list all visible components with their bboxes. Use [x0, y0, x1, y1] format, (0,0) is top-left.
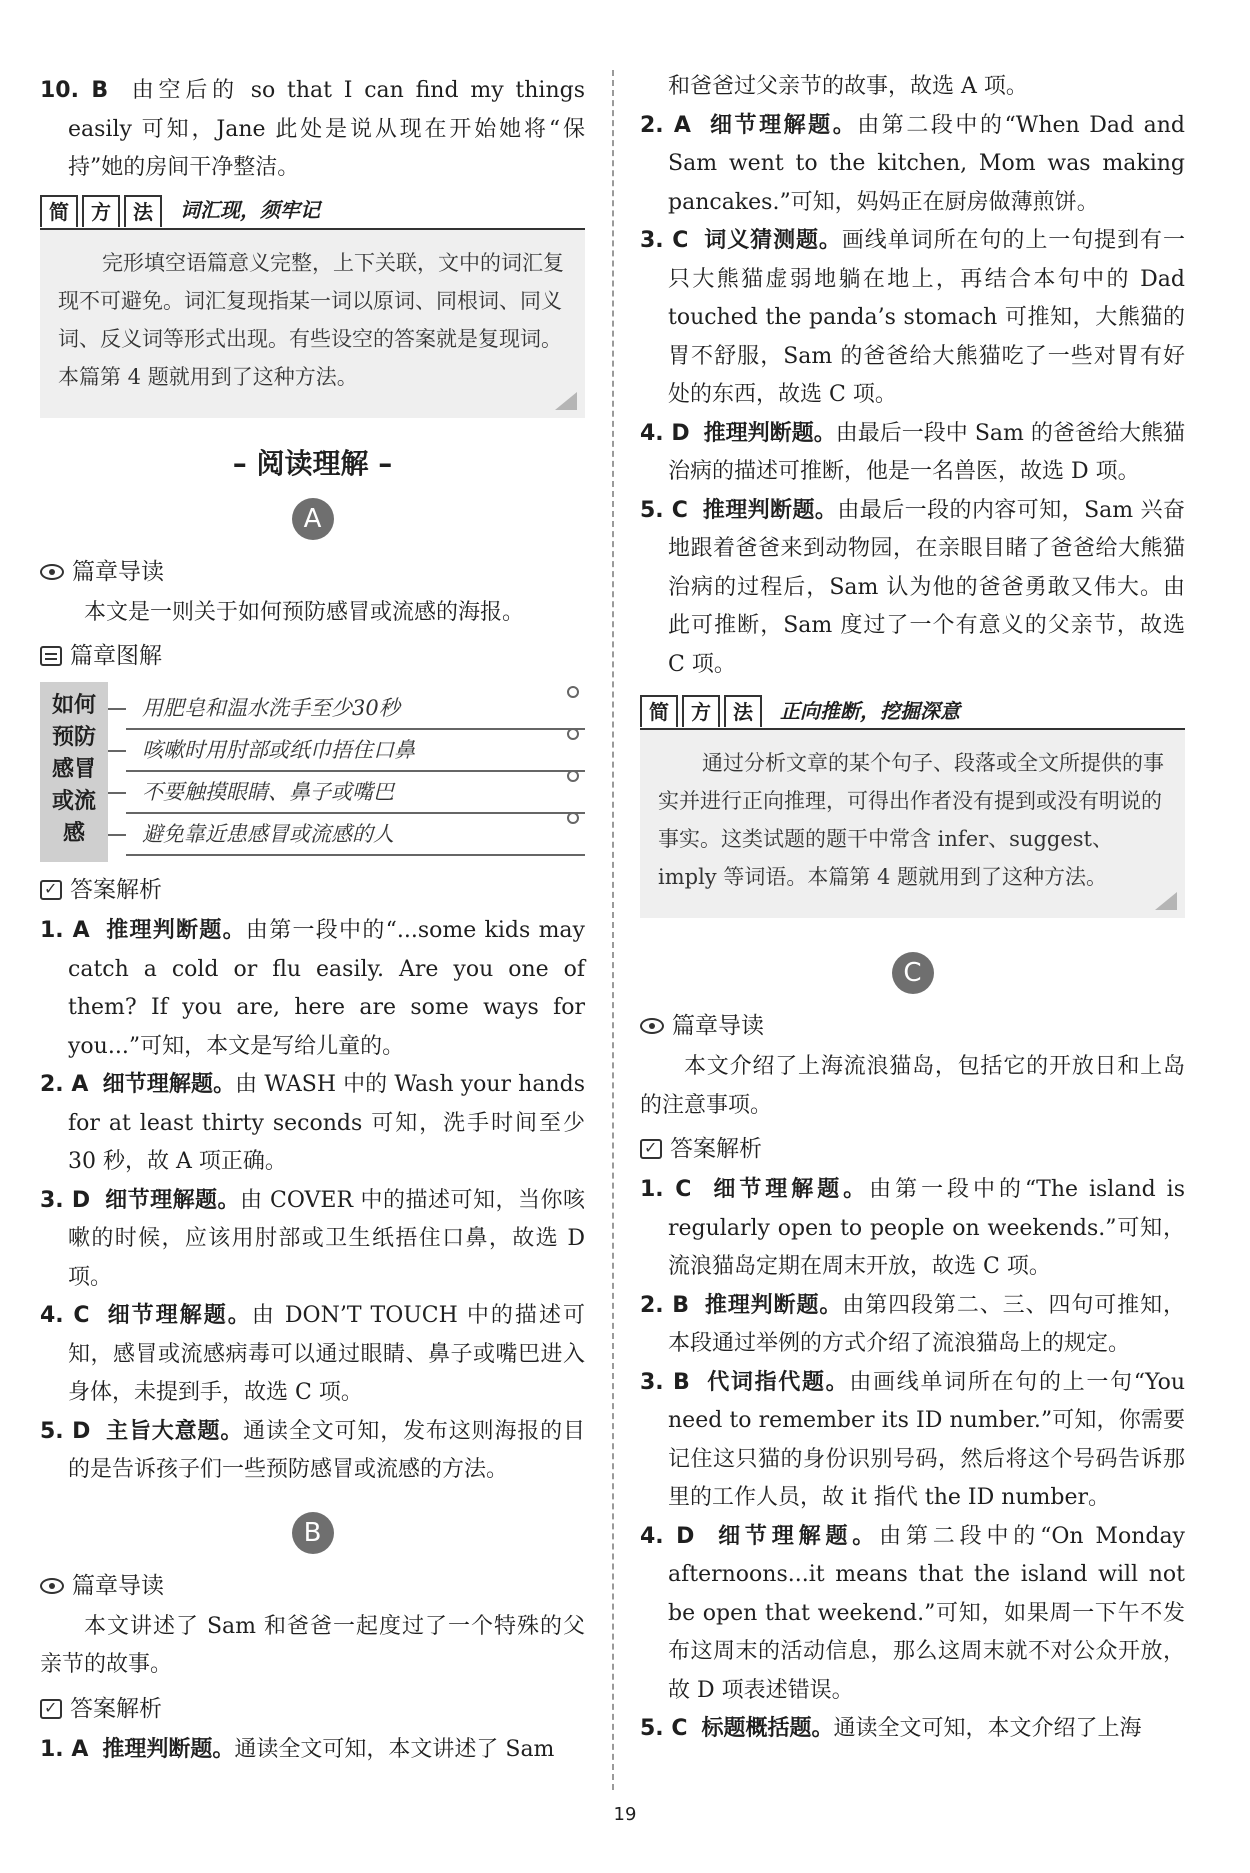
answer-item — [40, 912, 585, 1066]
answer-text: 由第二段中的“When Dad and Sam went to the kitchen, Mom was making pancakes.”可知，妈妈正在厨房做薄煎饼。 — [668, 112, 1185, 215]
answers-heading — [40, 1691, 585, 1727]
eye-icon — [40, 564, 64, 580]
tip-char: 法 — [124, 195, 162, 227]
map-heading — [40, 638, 585, 674]
answer-number: 10. B — [40, 78, 109, 103]
answer-item — [640, 1710, 1185, 1749]
answers-heading — [40, 872, 585, 908]
answer-number: 4. C — [40, 1303, 90, 1328]
answer-number: 3. B — [640, 1369, 690, 1395]
answer-text: 由最后一段中 Sam 的爸爸给大熊猫治病的描述可推断，他是一名兽医，故选 D 项。 — [668, 420, 1185, 484]
answer-number: 2. B — [640, 1292, 690, 1318]
question-type: 推理判断题。 — [106, 918, 246, 943]
mind-map-branches — [108, 682, 585, 862]
tip-title: 词汇现，须牢记 — [180, 198, 320, 223]
question-type: 细节理解题。 — [105, 1187, 241, 1213]
answers-heading-label: 答案解析 — [70, 877, 162, 903]
mind-map-root: 如何预防感冒或流感 — [40, 682, 108, 862]
question-type: 词义猜测题。 — [704, 228, 842, 253]
guide-heading-label: 篇章导读 — [72, 1572, 164, 1599]
answer-item — [640, 222, 1185, 415]
answer-number: 1. A — [40, 1736, 89, 1762]
answer-number: 2. A — [40, 1072, 89, 1097]
page-number: 19 — [613, 1804, 637, 1825]
mind-map — [40, 682, 585, 862]
tip-char: 简 — [40, 195, 78, 227]
question-type: 推理判断题。 — [703, 420, 836, 446]
answer-item — [40, 1413, 585, 1490]
checkbox-icon — [40, 880, 62, 900]
tip-header — [640, 694, 1185, 730]
question-type: 细节理解题。 — [107, 1303, 252, 1328]
guide-text: 本文是一则关于如何预防感冒或流感的海报。 — [84, 599, 525, 625]
tip-char: 简 — [640, 695, 678, 727]
eye-icon — [640, 1018, 664, 1034]
mind-map-item: 不要触摸眼睛、鼻子或嘴巴 — [126, 772, 585, 814]
answer-item — [640, 415, 1185, 492]
guide-heading-label: 篇章导读 — [72, 558, 164, 585]
answer-text: 由 WASH 中的 Wash your hands for at least thirty seconds 可知，洗手时间至少 30 秒，故 A 项正确。 — [68, 1072, 585, 1174]
answer-text: 由 COVER 中的描述可知，当你咳嗽的时候，应该用肘部或卫生纸捂住口鼻，故选 D 项。 — [68, 1187, 585, 1290]
answer-text: 由空后的 so that I can find my things easily 可知，Jane 此处是说从现在开始她将“保持”她的房间干净整洁。 — [68, 78, 585, 180]
document-icon — [40, 646, 62, 666]
answer-item — [40, 1731, 585, 1770]
answer-item — [40, 1182, 585, 1298]
answer-text: 由第四段第二、三、四句可推知，本段通过举例的方式介绍了流浪猫岛上的规定。 — [668, 1292, 1185, 1356]
answer-number: 1. C — [640, 1177, 692, 1202]
question-type: 细节理解题。 — [709, 112, 858, 138]
answer-number: 4. D — [640, 420, 690, 446]
checkbox-icon — [640, 1139, 662, 1159]
answer-text: 通读全文可知，本文讲述了 Sam — [234, 1736, 555, 1762]
answer-item — [40, 72, 585, 188]
question-type: 细节理解题。 — [102, 1072, 236, 1097]
answers-heading-label: 答案解析 — [670, 1136, 762, 1162]
mind-map-item: 避免靠近患感冒或流感的人 — [126, 814, 585, 856]
answer-text: 通读全文可知，发布这则海报的目的是告诉孩子们一些预防感冒或流感的方法。 — [68, 1418, 585, 1482]
column-divider — [612, 70, 614, 1790]
question-type: 推理判断题。 — [704, 1292, 843, 1318]
answer-item — [640, 1287, 1185, 1364]
answer-text: 由 DON’T TOUCH 中的描述可知，感冒或流感病毒可以通过眼睛、鼻子或嘴巴进入身体，未提到手，故选 C 项。 — [68, 1303, 585, 1405]
guide-text: 本文讲述了 Sam 和爸爸一起度过了一个特殊的父亲节的故事。 — [40, 1613, 585, 1677]
left-column — [40, 72, 585, 1769]
tip-char: 法 — [724, 695, 762, 727]
eye-icon — [40, 1578, 64, 1594]
question-type: 细节理解题。 — [713, 1177, 870, 1202]
question-type: 主旨大意题。 — [106, 1418, 244, 1444]
answer-number: 1. A — [40, 918, 90, 943]
answer-text: 由最后一段的内容可知，Sam 兴奋地跟着爸爸来到动物园，在亲眼目睹了爸爸给大熊猫治病的过程后，Sam 认为他的爸爸勇敢又伟大。由此可推断，Sam 度过了一个有意义的父亲节，故选 C 项。 — [668, 497, 1185, 677]
answer-number: 4. D — [640, 1523, 695, 1549]
question-type: 代词指代题。 — [707, 1369, 850, 1395]
section-title: – 阅读理解 – — [232, 446, 393, 480]
tip-box — [640, 694, 1185, 918]
answer-text: 由画线单词所在句的上一句“You need to remember its ID number.”可知，你需要记住这只猫的身份识别号码，然后将这个号码告诉那里的工作人员，故 it 指代 the ID number。 — [668, 1369, 1185, 1510]
mind-map-item: 咳嗽时用肘部或纸巾捂住口鼻 — [126, 730, 585, 772]
question-type: 推理判断题。 — [702, 497, 838, 523]
answer-item — [640, 492, 1185, 685]
tip-box — [40, 194, 585, 418]
answer-number: 5. C — [640, 1716, 688, 1741]
answer-text: 通读全文可知，本文介绍了上海 — [833, 1716, 1142, 1741]
answer-item — [40, 1066, 585, 1182]
guide-heading — [40, 554, 585, 590]
guide-heading-label: 篇章导读 — [672, 1013, 764, 1039]
answer-text: 由第二段中的“On Monday afternoons...it means that the island will not be open that weekend.”可知，如果周一下午不发布这周末的活动信息，那么这周末就不对公众开放，故 D 项表述错误。 — [668, 1523, 1185, 1703]
answer-text: 由第一段中的“...some kids may catch a cold or flu easily. Are you one of them? If you are, here are some ways for you...”可知，本文是写给儿童的。 — [68, 918, 585, 1059]
passage-label-b: B — [292, 1512, 334, 1554]
answers-heading-label: 答案解析 — [70, 1695, 162, 1722]
tip-char: 方 — [82, 195, 120, 227]
guide-heading — [640, 1008, 1185, 1044]
question-type: 推理判断题。 — [102, 1736, 235, 1762]
passage-label-a: A — [292, 498, 334, 540]
mind-map-item: 用肥皂和温水洗手至少30秒 — [126, 688, 585, 730]
question-type: 标题概括题。 — [701, 1716, 834, 1741]
passage-label-c: C — [892, 952, 934, 994]
answer-text: 由第一段中的“The island is regularly open to people on weekends.”可知，流浪猫岛定期在周末开放，故选 C 项。 — [668, 1177, 1185, 1279]
answer-item — [640, 1364, 1185, 1518]
answer-number: 2. A — [640, 112, 691, 138]
tip-char: 方 — [682, 695, 720, 727]
checkbox-icon — [40, 1699, 62, 1719]
answers-heading — [640, 1131, 1185, 1167]
answer-item — [40, 1297, 585, 1413]
answer-item — [640, 1518, 1185, 1711]
answer-number: 3. D — [40, 1187, 91, 1213]
answer-number: 3. C — [640, 228, 689, 253]
tip-body: 完形填空语篇意义完整，上下关联，文中的词汇复现不可避免。词汇复现指某一词以原词、同根词、同义词、反义词等形式出现。有些设空的答案就是复现词。本篇第 4 题就用到了这种方法。 — [40, 230, 585, 418]
guide-text: 本文介绍了上海流浪猫岛，包括它的开放日和上岛的注意事项。 — [640, 1054, 1185, 1118]
tip-body: 通过分析文章的某个句子、段落或全文所提供的事实并进行正向推理，可得出作者没有提到或没有明说的事实。这类试题的题干中常含 infer、suggest、imply 等词语。本篇第 4 题就用到了这种方法。 — [640, 730, 1185, 918]
answer-item — [640, 1171, 1185, 1287]
map-heading-label: 篇章图解 — [70, 643, 162, 669]
guide-heading — [40, 1568, 585, 1604]
tip-header — [40, 194, 585, 230]
answer-number: 5. D — [40, 1418, 91, 1444]
answer-text: 画线单词所在句的上一句提到有一只大熊猫虚弱地躺在地上，再结合本句中的 Dad touched the panda’s stomach 可推知，大熊猫的胃不舒服，Sam 的爸爸给大熊猫吃了一些对胃有好处的东西，故选 C 项。 — [668, 228, 1185, 407]
answer-number: 5. C — [640, 497, 688, 523]
question-type: 细节理解题。 — [718, 1523, 880, 1549]
tip-title: 正向推断，挖掘深意 — [780, 698, 960, 723]
answer-continuation: 和爸爸过父亲节的故事，故选 A 项。 — [668, 74, 1028, 99]
right-column — [640, 68, 1185, 1749]
answer-item — [640, 107, 1185, 223]
